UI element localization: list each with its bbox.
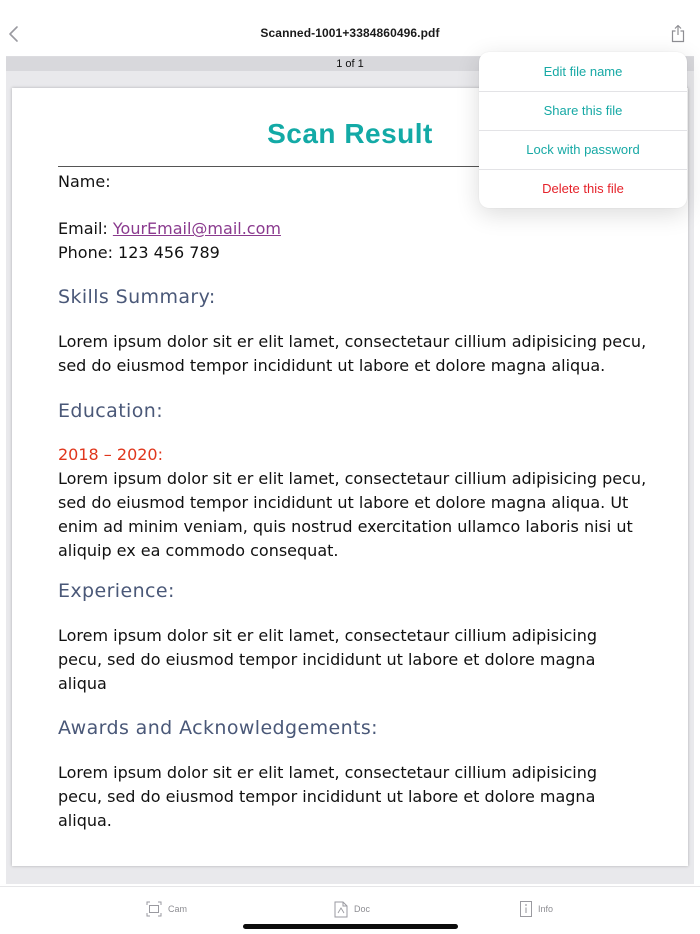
skills-text-line: sed do eiusmod tempor incididunt ut labore et dolore magna aliqua.: [58, 356, 606, 375]
tab-label: Doc: [354, 904, 371, 914]
awards-text-line: Lorem ipsum dolor sit er elit lamet, consectetaur cillium adipisicing: [58, 763, 598, 782]
email-link[interactable]: YourEmail@mail.com: [112, 219, 281, 238]
tab-doc[interactable]: [334, 899, 370, 919]
experience-text-line: aliqua: [58, 674, 107, 693]
experience-text-line: pecu, sed do eiusmod tempor incididunt ut labore et dolore magna: [58, 650, 596, 669]
pdf-document-icon: [334, 901, 348, 918]
education-text-line: aliquip ex ea commodo consequat.: [58, 541, 339, 560]
file-options-menu: [479, 52, 687, 208]
experience-text-line: Lorem ipsum dolor sit er elit lamet, consectetaur cillium adipisicing: [58, 626, 598, 645]
navigation-bar: [0, 0, 700, 56]
camera-scan-icon: [146, 901, 162, 917]
experience-heading: Experience:: [58, 580, 175, 602]
email-label: Email:: [58, 219, 113, 238]
share-button[interactable]: [670, 24, 686, 44]
edit-file-name-button[interactable]: Edit file name: [543, 64, 623, 79]
education-text-line: Lorem ipsum dolor sit er elit lamet, consectetaur cillium adipisicing pecu,: [58, 469, 647, 488]
awards-text-line: pecu, sed do eiusmod tempor incididunt ut labore et dolore magna: [58, 787, 596, 806]
phone-line: Phone: 123 456 789: [58, 243, 220, 262]
education-heading: Education:: [58, 400, 163, 422]
education-years: 2018 – 2020:: [58, 445, 163, 464]
email-line: [58, 217, 281, 241]
share-icon: [670, 24, 686, 44]
education-text-line: enim ad minim veniam, quis nostrud exercitation ullamco laboris nisi ut: [58, 517, 633, 536]
document-title: Scan Result: [267, 118, 433, 149]
home-indicator: [243, 924, 458, 929]
skills-heading: Skills Summary:: [58, 286, 216, 308]
delete-file-button[interactable]: Delete this file: [542, 181, 624, 196]
awards-text-line: aliqua.: [58, 811, 112, 830]
tab-cam[interactable]: [146, 899, 187, 919]
tab-label: Info: [538, 904, 554, 914]
page-indicator: 1 of 1: [6, 57, 694, 71]
name-label: Name:: [58, 172, 111, 191]
file-title: Scanned-1001+3384860496.pdf: [260, 26, 440, 40]
tab-label: Cam: [168, 904, 188, 914]
info-icon: [520, 901, 532, 917]
education-text-line: sed do eiusmod tempor incididunt ut labore et dolore magna aliqua. Ut: [58, 493, 629, 512]
tab-info[interactable]: [520, 899, 553, 919]
share-file-button[interactable]: Share this file: [543, 103, 623, 118]
awards-heading: Awards and Acknowledgements:: [58, 717, 378, 739]
lock-with-password-button[interactable]: Lock with password: [526, 142, 640, 157]
skills-text-line: Lorem ipsum dolor sit er elit lamet, consectetaur cillium adipisicing pecu,: [58, 332, 647, 351]
